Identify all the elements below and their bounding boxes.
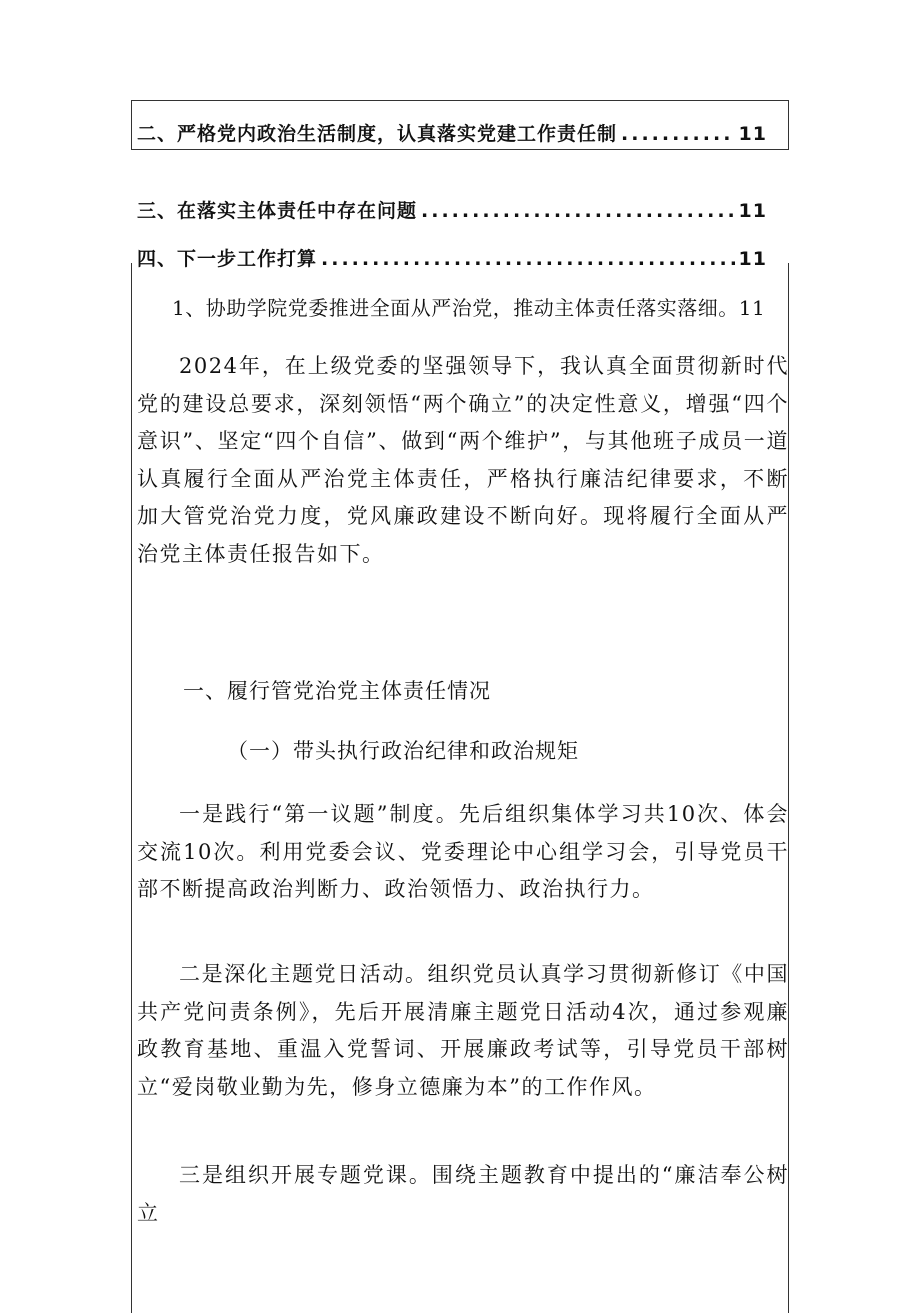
toc-item-page: 11 bbox=[738, 200, 767, 222]
toc-item-title: 三、在落实主体责任中存在问题 bbox=[137, 200, 418, 222]
paragraph-first-agenda: 一是践行“第一议题”制度。先后组织集体学习共10次、体会交流10次。利用党委会议、党委理论中心组学习会，引导党员干部不断提高政治判断力、政治领悟力、政治执行力。 bbox=[137, 802, 789, 901]
toc-item-3[interactable] bbox=[137, 199, 767, 223]
toc-leader-dots bbox=[421, 199, 735, 223]
toc-sub-item[interactable]: 1、协助学院党委推进全面从严治党，推动主体责任落实落细。11 bbox=[172, 296, 766, 320]
paragraph-theme-party-day: 二是深化主题党日活动。组织党员认真学习贯彻新修订《中国共产党问责条例》，先后开展清廉主题党日活动4次，通过参观廉政教育基地、重温入党誓词、开展廉政考试等，引导党员干部树立“爱岗敬业勤为先，修身立德廉为本”的工作作风。 bbox=[137, 962, 789, 1099]
intro-paragraph: 2024年，在上级党委的坚强领导下，我认真全面贯彻新时代党的建设总要求，深刻领悟“两个确立”的决定性意义，增强“四个意识”、坚定“四个自信”、做到“两个维护”，与其他班子成员一道认真履行全面从严治党主体责任，严格执行廉洁纪律要求，不断加大管党治党力度，党风廉政建设不断向好。现将履行全面从严治党主体责任报告如下。 bbox=[137, 354, 789, 566]
toc-item-title: 二、严格党内政治生活制度，认真落实党建工作责任制 bbox=[137, 123, 618, 145]
toc-item-title: 四、下一步工作打算 bbox=[137, 248, 318, 270]
toc-item-page: 11 bbox=[738, 248, 767, 270]
toc-item-2[interactable] bbox=[137, 122, 767, 146]
toc-leader-dots bbox=[621, 122, 735, 146]
section-heading: 一、履行管党治党主体责任情况 bbox=[183, 679, 491, 703]
toc-item-page: 11 bbox=[738, 123, 767, 145]
subsection-heading: （一）带头执行政治纪律和政治规矩 bbox=[227, 739, 579, 763]
paragraph-party-lecture: 三是组织开展专题党课。围绕主题教育中提出的“廉洁奉公树立 bbox=[137, 1163, 789, 1225]
